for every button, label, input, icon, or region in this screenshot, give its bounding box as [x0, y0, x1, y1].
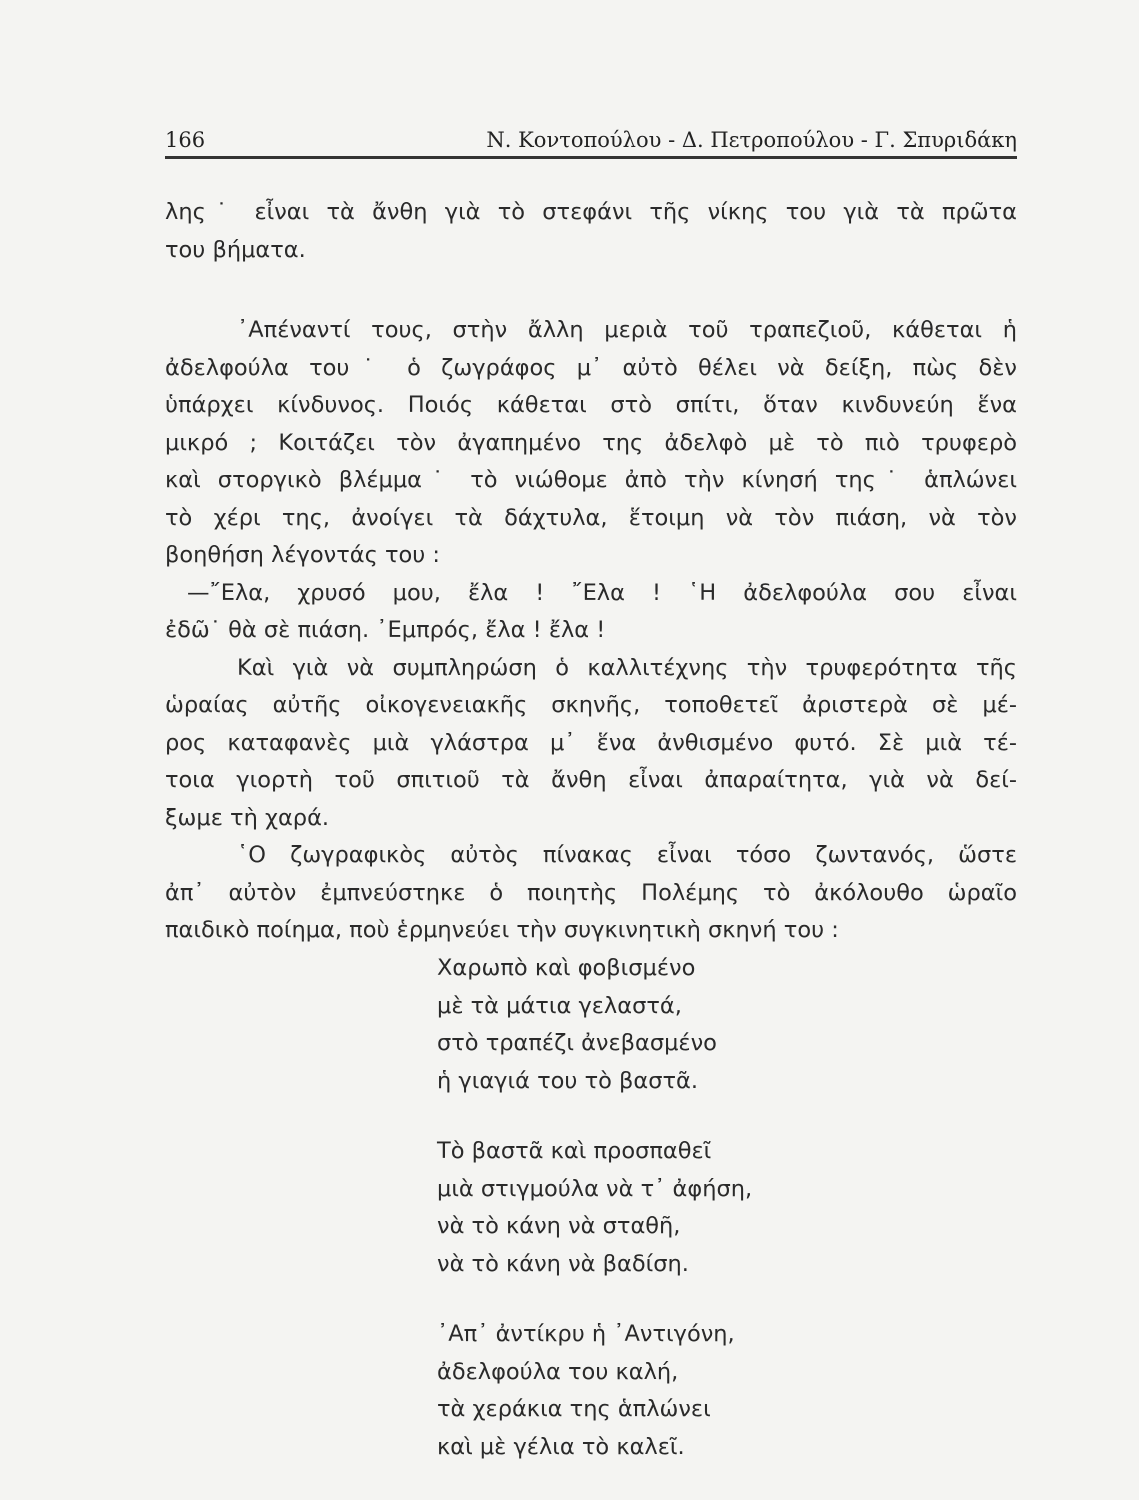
verse-line: στὸ τραπέζι ἀνεβασμένο: [437, 1030, 717, 1056]
text-line: ὡραίας αὐτῆς οἰκογενειακῆς σκηνῆς, τοποθετεῖ ἀριστερὰ σὲ μέ-: [165, 692, 1017, 718]
verse-line: νὰ τὸ κάνη νὰ βαδίση.: [437, 1250, 689, 1277]
text-line: ρος καταφανὲς μιὰ γλάστρα μ᾿ ἕνα ἀνθισμένο φυτό. Σὲ μιὰ τέ-: [165, 729, 1017, 756]
poem-stanza: [437, 1316, 752, 1466]
text-line: Καὶ γιὰ νὰ συμπληρώση ὁ καλλιτέχνης τὴν τρυφερότητα τῆς: [237, 654, 1017, 681]
text-line: καὶ στοργικὸ βλέμμα˙ τὸ νιώθομε ἀπὸ τὴν κίνησή της˙ ἁπλώνει: [165, 467, 1017, 493]
text-line: ἀδελφούλα του˙ ὁ ζωγράφος μ᾿ αὐτὸ θέλει νὰ δείξη, πὼς δὲν: [165, 354, 1017, 381]
text-line: βοηθήση λέγοντάς του :: [165, 542, 441, 568]
verse-line: τὰ χεράκια της ἁπλώνει: [437, 1396, 711, 1422]
verse-line: Χαρωπὸ καὶ φοβισμένο: [437, 955, 696, 981]
page-number: 166: [165, 128, 206, 152]
paragraph: [165, 312, 1017, 950]
paragraph-continued: [165, 194, 1017, 269]
text-line: τοια γιορτὴ τοῦ σπιτιοῦ τὰ ἄνθη εἶναι ἀπαραίτητα, γιὰ νὰ δεί-: [165, 767, 1017, 793]
header-rule: [165, 156, 1017, 159]
text-line: τὸ χέρι της, ἀνοίγει τὰ δάχτυλα, ἕτοιμη νὰ τὸν πιάση, νὰ τὸν: [165, 504, 1017, 531]
text-line: ξωμε τὴ χαρά.: [165, 804, 330, 831]
text-line: ὑπάρχει κίνδυνος. Ποιός κάθεται στὸ σπίτι, ὅταν κινδυνεύη ἕνα: [165, 392, 1017, 418]
text-line: του βήματα.: [165, 236, 306, 263]
poem-stanza: [437, 950, 752, 1100]
running-header: [165, 128, 1015, 158]
verse-line: καὶ μὲ γέλια τὸ καλεῖ.: [437, 1433, 685, 1460]
header-authors: Ν. Κοντοπούλου - Δ. Πετροπούλου - Γ. Σπυριδάκη: [486, 128, 1017, 152]
verse-line: ἡ γιαγιά του τὸ βαστᾶ.: [437, 1067, 699, 1094]
text-line: ῾Ο ζωγραφικὸς αὐτὸς πίνακας εἶναι τόσο ζωντανός, ὥστε: [237, 842, 1017, 868]
text-line: παιδικὸ ποίημα, ποὺ ἑρμηνεύει τὴν συγκινητικὴ σκηνή του :: [165, 917, 839, 943]
poem: [437, 950, 752, 1499]
verse-line: μὲ τὰ μάτια γελαστά,: [437, 992, 682, 1019]
verse-line: μιὰ στιγμούλα νὰ τ᾿ ἀφήση,: [437, 1175, 753, 1202]
text-line: ᾿Απέναντί τους, στὴν ἄλλη μεριὰ τοῦ τραπεζιοῦ, κάθεται ἡ: [237, 317, 1017, 343]
text-line: ἐδῶ˙ θὰ σὲ πιάση. ᾿Εμπρός, ἔλα ! ἔλα !: [165, 617, 606, 643]
verse-line: ᾿Απ᾿ ἀντίκρυ ἡ ᾿Αντιγόνη,: [437, 1321, 735, 1347]
text-line: ἀπ᾿ αὐτὸν ἐμπνεύστηκε ὁ ποιητὴς Πολέμης τὸ ἀκόλουθο ὡραῖο: [165, 879, 1017, 906]
text-line: λης˙ εἶναι τὰ ἄνθη γιὰ τὸ στεφάνι τῆς νίκης του γιὰ τὰ πρῶτα: [165, 199, 1017, 225]
verse-line: ἀδελφούλα του καλή,: [437, 1358, 679, 1385]
verse-line: Τὸ βαστᾶ καὶ προσπαθεῖ: [437, 1138, 712, 1164]
poem-stanza: [437, 1133, 752, 1283]
verse-line: νὰ τὸ κάνη νὰ σταθῆ,: [437, 1213, 681, 1239]
text-line: —῎Ελα, χρυσό μου, ἔλα ! ῎Ελα ! ῾Η ἀδελφούλα σου εἶναι: [187, 579, 1017, 606]
text-line: μικρό ; Κοιτάζει τὸν ἀγαπημένο της ἀδελφὸ μὲ τὸ πιὸ τρυφερὸ: [165, 429, 1017, 456]
